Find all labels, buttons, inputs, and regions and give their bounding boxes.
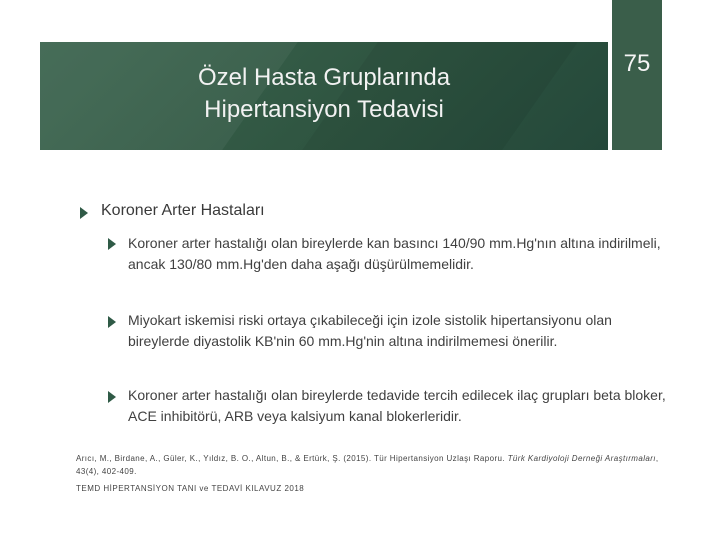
bullet-arrow-icon [108,391,116,403]
footnote-source: TEMD HİPERTANSİYON TANI ve TEDAVİ KILAVUZ 2018 [76,484,305,493]
bullet-arrow-icon [108,316,116,328]
slide-title-line2: Hipertansiyon Tedavisi [204,96,444,123]
bullet-arrow-icon [80,207,88,219]
slide-title-line1: Özel Hasta Gruplarında [197,64,451,91]
page-number: 75 [623,50,651,77]
list-item: Miyokart iskemisi riski ortaya çıkabileceği için izole sistolik hipertansiyonu olan bireylerde diyastolik KB'nin 60 mm.Hg'nin altına indirilmemesi önerilir. [128,312,612,349]
list-item: Koroner arter hastalığı olan bireylerde kan basıncı 140/90 mm.Hg'nın altına indirilmeli, ancak 130/80 mm.Hg'den daha aşağı düşürülmemelidir. [128,235,661,272]
reference-journal: Türk Kardiyoloji Derneği Araştırmaları [507,454,656,463]
reference-citation [76,452,676,478]
bullet-arrow-icon [108,238,116,250]
reference-volume: , 43(4), 402-409. [76,454,659,476]
list-item: Koroner arter hastalığı olan bireylerde tedavide tercih edilecek ilaç grupları beta bloker, ACE inhibitörü, ARB veya kalsiyum kanal blokerleridir. [128,387,666,424]
reference-authors: Arıcı, M., Birdane, A., Güler, K., Yıldız, B. O., Altun, B., & Ertürk, Ş. (2015). Tür Hipertansiyon Uzlaşı Raporu. [76,454,506,463]
section-heading: Koroner Arter Hastaları [101,202,265,219]
slide-title [40,62,608,126]
